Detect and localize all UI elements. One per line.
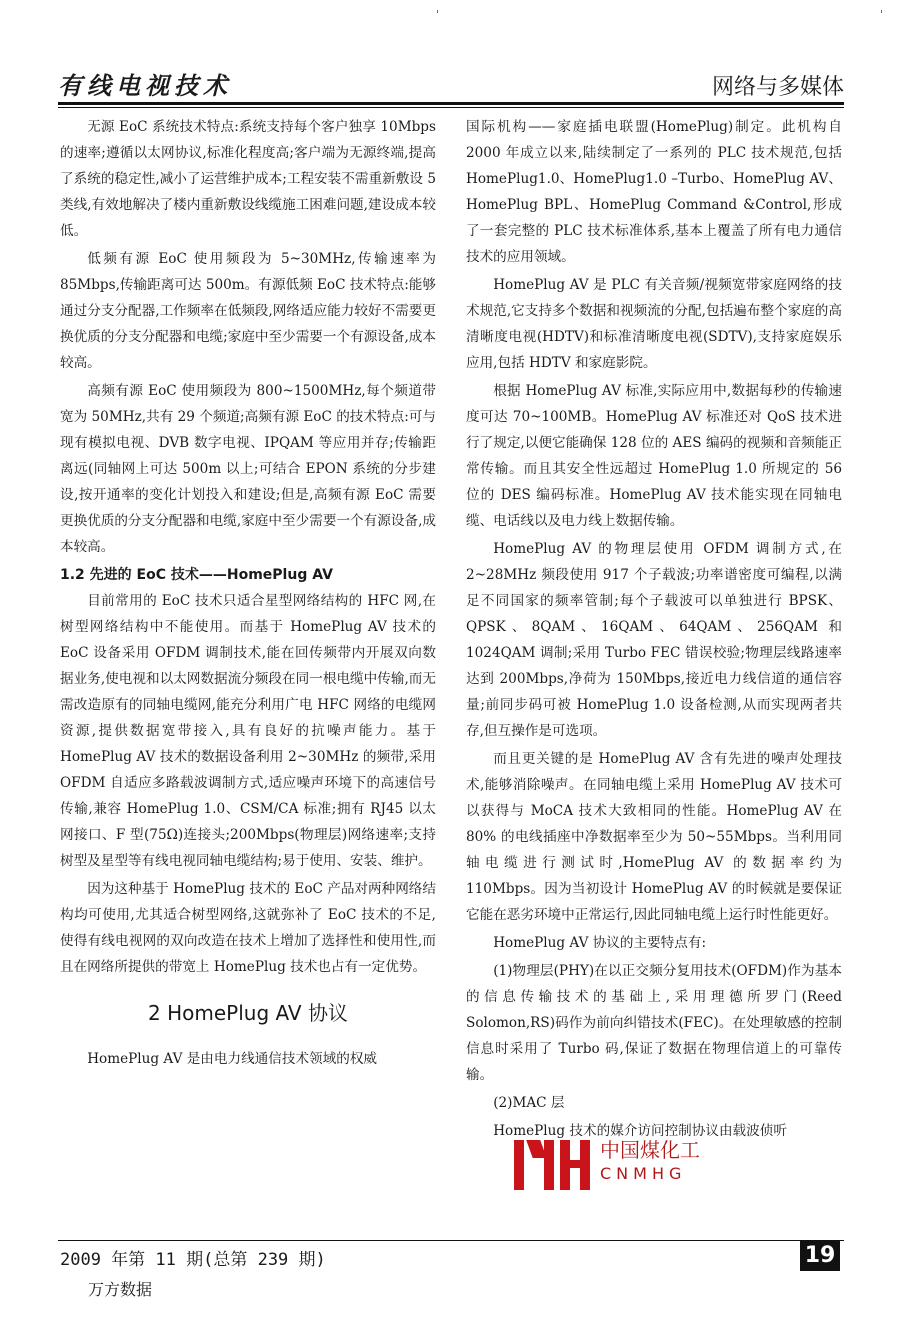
page-number: 19 — [800, 1241, 840, 1271]
section-heading: 2 HomePlug AV 协议 — [148, 1001, 348, 1025]
watermark-logo-icon — [500, 1134, 590, 1192]
section-title: 网络与多媒体 — [711, 75, 844, 100]
header-rule-thin — [58, 107, 844, 108]
paragraph: HomePlug AV 协议的主要特点有: — [493, 935, 707, 951]
paragraph: 国际机构——家庭插电联盟(HomePlug)制定。此机构自 2000 年成立以来,陆续制定了一系列的 PLC 技术规范,包括 HomePlug1.0、HomePlug1.0 –Turbo、HomePlug AV、HomePlug BPL、HomePlug Command &Control,形成了一套完整的 PLC 技术标准体系,基本上覆盖了所有电力通信技术的应用领域。 — [466, 119, 842, 265]
right-column — [466, 114, 842, 1146]
paragraph: (2)MAC 层 — [493, 1095, 565, 1111]
header-rule-thick — [58, 102, 844, 105]
corner-mark-right: ' — [880, 8, 884, 21]
paragraph: 根据 HomePlug AV 标准,实际应用中,数据每秒的传输速度可达 70~100MB。HomePlug AV 标准还对 QoS 技术进行了规定,以便它能确保 128 位的 AES 编码的视频和音频能正常传输。而且其安全性远超过 HomePlug 1.0 所规定的 56 位的 DES 编码标准。HomePlug AV 技术能实现在同轴电缆、电话线以及电力线上数据传输。 — [466, 383, 842, 529]
paragraph: (1)物理层(PHY)在以正交频分复用技术(OFDM)作为基本的信息传输技术的基础上,采用理德所罗门(Reed Solomon,RS)码作为前向纠错技术(FEC)。在处理敏感的控制信息时采用了 Turbo 码,保证了数据在物理信道上的可靠传输。 — [466, 963, 842, 1083]
paragraph: 无源 EoC 系统技术特点:系统支持每个客户独享 10Mbps 的速率;遵循以太网协议,标准化程度高;客户端为无源终端,提高了系统的稳定性,减小了运营维护成本;工程安装不需重新敷设 5 类线,有效地解决了楼内重新敷设线缆施工困难问题,建设成本较低。 — [60, 119, 436, 239]
paragraph: 而且更关键的是 HomePlug AV 含有先进的噪声处理技术,能够消除噪声。在同轴电缆上采用 HomePlug AV 技术可以获得与 MoCA 技术大致相同的性能。HomePlug AV 在 80% 的电线插座中净数据率至少为 50~55Mbps。当利用同轴电缆进行测试时,HomePlug AV 的数据率约为 110Mbps。因为当初设计 HomePlug AV 的时候就是要保证它能在恶劣环境中正常运行,因此同轴电缆上运行时性能更好。 — [466, 751, 842, 923]
left-column — [60, 114, 436, 1074]
footer-rule — [58, 1240, 844, 1241]
paragraph: HomePlug AV 的物理层使用 OFDM 调制方式,在 2~28MHz 频段使用 917 个子载波;功率谱密度可编程,以满足不同国家的频率管制;每个子载波可以单独进行 BPSK、QPSK、8QAM、16QAM、64QAM、256QAM 和 1024QAM 调制;采用 Turbo FEC 错误校验;物理层线路速率达到 200Mbps,净荷为 150Mbps,接近电力线信道的通信容量;前同步码可被 HomePlug 1.0 设备检测,从而实现两者共存,但互操作是可选项。 — [466, 541, 842, 739]
watermark — [500, 1134, 720, 1192]
paragraph: 因为这种基于 HomePlug 技术的 EoC 产品对两种网络结构均可使用,尤其适合树型网络,这就弥补了 EoC 技术的不足,使得有线电视网的双向改造在技术上增加了选择性和使用性,而且在网络所提供的带宽上 HomePlug 技术也占有一定优势。 — [60, 881, 436, 975]
paragraph: HomePlug AV 是 PLC 有关音频/视频宽带家庭网络的技术规范,它支持多个数据和视频流的分配,包括遍布整个家庭的高清晰度电视(HDTV)和标准清晰度电视(SDTV),支持家庭娱乐应用,包括 HDTV 和家庭影院。 — [466, 277, 842, 371]
paragraph: 低频有源 EoC 使用频段为 5~30MHz,传输速率为 85Mbps,传输距离可达 500m。有源低频 EoC 技术特点:能够通过分支分配器,工作频率在低频段,网络适应能力较好不需要更换优质的分支分配器和电缆;家庭中至少需要一个有源设备,成本较高。 — [60, 251, 436, 371]
paragraph: 目前常用的 EoC 技术只适合星型网络结构的 HFC 网,在树型网络结构中不能使用。而基于 HomePlug AV 技术的 EoC 设备采用 OFDM 调制技术,能在回传频带内开展双向数据业务,使电视和以太网数据流分频段在同一根电缆中传输,而无需改造原有的同轴电缆网,能充分利用广电 HFC 网络的电缆网资源,提供数据宽带接入,具有良好的抗噪声能力。基于 HomePlug AV 技术的数据设备利用 2~30MHz 的频带,采用 OFDM 自适应多路载波调制方式,适应噪声环境下的高速信号传输,兼容 HomePlug 1.0、CSM/CA 标准;拥有 RJ45 以太网接口、F 型(75Ω)连接头;200Mbps(物理层)网络速率;支持树型及星型等有线电视同轴电缆结构;易于使用、安装、维护。 — [60, 593, 436, 869]
corner-mark-left: ' — [436, 8, 440, 21]
watermark-text-en: CNMHG — [600, 1164, 687, 1183]
journal-title: 有线电视技术 — [58, 71, 232, 100]
paragraph: 高频有源 EoC 使用频段为 800~1500MHz,每个频道带宽为 50MHz,共有 29 个频道;高频有源 EoC 的技术特点:可与现有模拟电视、DVB 数字电视、IPQAM 等应用并存;传输距离远(同轴网上可达 500m 以上;可结合 EPON 系统的分步建设,按开通率的变化计划投入和建设;但是,高频有源 EoC 需要更换优质的分支分配器和电缆,家庭中至少需要一个有源设备,成本较高。 — [60, 383, 436, 555]
subsection-heading: 1.2 先进的 EoC 技术——HomePlug AV — [60, 567, 333, 583]
issue-info: 2009 年第 11 期(总第 239 期) — [60, 1250, 326, 1270]
source-label: 万方数据 — [88, 1280, 153, 1299]
paragraph: HomePlug AV 是由电力线通信技术领域的权威 — [87, 1051, 378, 1067]
watermark-text-cn: 中国煤化工 — [600, 1138, 700, 1162]
paragraph: HomePlug 技术的媒介访问控制协议由载波侦听 — [493, 1123, 787, 1139]
